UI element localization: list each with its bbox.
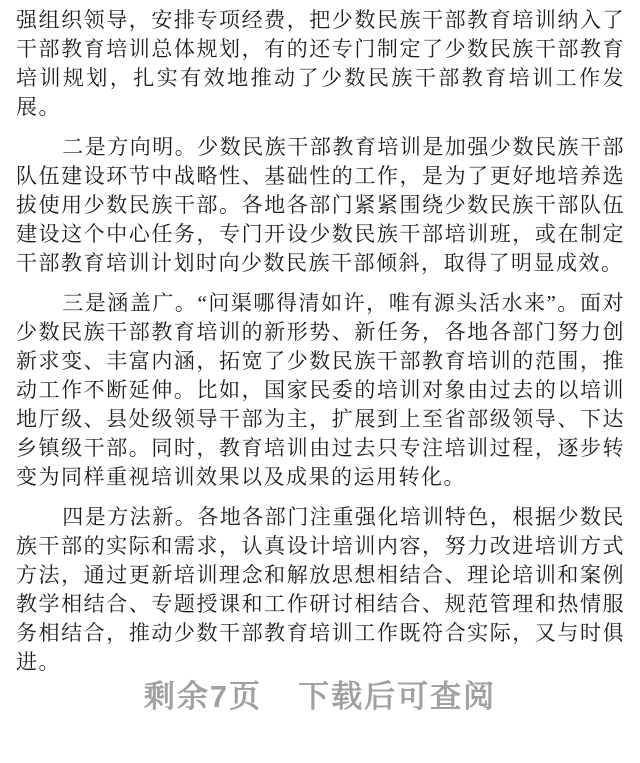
paragraph-point-four-method: 四是方法新。各地各部门注重强化培训特色，根据少数民族干部的实际和需求，认真设计培训内容，努力改进培训方式方法，通过更新培训理念和解放思想相结合、理论培训和案例教学相结合、专题授课和工作研讨相结合、规范管理和热情服务相结合，推动少数干部教育培训工作既符合实际，又与时俱进。 bbox=[16, 505, 625, 674]
paragraph-continuation: 强组织领导，安排专项经费，把少数民族干部教育培训纳入了干部教育培训总体规划，有的还专门制定了少数民族干部教育培训规划，扎实有效地推动了少数民族干部教育培训工作发展。 bbox=[16, 8, 625, 119]
paragraph-point-three-coverage: 三是涵盖广。“问渠哪得清如许，唯有源头活水来”。面对少数民族干部教育培训的新形势、新任务，各地各部门努力创新求变、丰富内涵，拓宽了少数民族干部教育培训的范围，推动工作不断延伸。比如，国家民委的培训对象由过去的以培训地厅级、县处级领导干部为主，扩展到上至省部级领导、下达乡镇级干部。同时，教育培训由过去只专注培训过程，逐步转变为同样重视培训效果以及成果的运用转化。 bbox=[16, 291, 625, 489]
paragraph-point-two-direction: 二是方向明。少数民族干部教育培训是加强少数民族干部队伍建设环节中战略性、基础性的工作，是为了更好地培养选拔使用少数民族干部。各地各部门紧紧围绕少数民族干部队伍建设这个中心任务，专门开设少数民族干部培训班，或在制定干部教育培训计划时向少数民族干部倾斜，取得了明显成效。 bbox=[16, 135, 625, 275]
remaining-pages-banner[interactable] bbox=[0, 680, 640, 714]
download-hint-label: 下载后可查阅 bbox=[298, 679, 497, 714]
remaining-pages-label: 剩余7页 bbox=[143, 679, 263, 714]
